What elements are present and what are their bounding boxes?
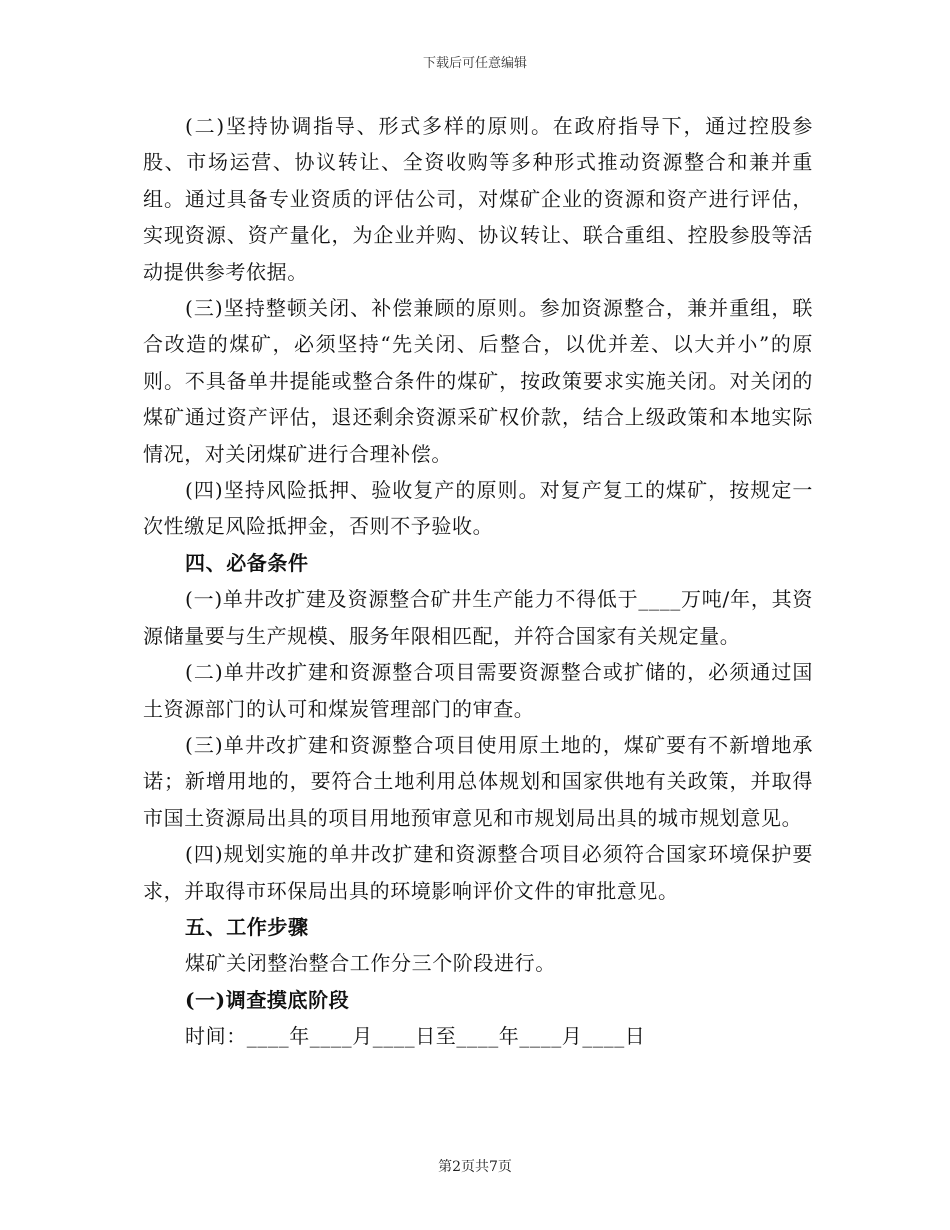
paragraph-steps-intro: 煤矿关闭整治整合工作分三个阶段进行。 (185, 951, 556, 976)
paragraph-principle-4: (四)坚持风险抵押、验收复产的原则。对复产复工的煤矿，按规定一次性缴足风险抵押金，否则不予验收。 (143, 478, 813, 539)
section-heading-steps: 五、工作步骤 (185, 914, 309, 939)
paragraph-principle-2: (二)坚持协调指导、形式多样的原则。在政府指导下，通过控股参股、市场运营、协议转让、全资收购等多种形式推动资源整合和兼并重组。通过具备专业资质的评估公司，对煤矿企业的资源和资产进行评估，实现资源、资产量化，为企业并购、协议转让、联合重组、控股参股等活动提供参考依据。 (143, 114, 813, 284)
section-heading-conditions: 四、必备条件 (185, 550, 309, 575)
paragraph-survey-time: 时间：____年____月____日至____年____月____日 (185, 1024, 646, 1049)
page-footer: 第2页共7页 (438, 1159, 512, 1175)
page-header: 下载后可任意编辑 (422, 56, 527, 71)
paragraph-condition-3: (三)单井改扩建和资源整合项目使用原土地的，煤矿要有不新增地承诺；新增用地的，要符合土地利用总体规划和国家供地有关政策，并取得市国土资源局出具的项目用地预审意见和市规划局出具的城市规划意见。 (143, 732, 813, 830)
document-body (143, 108, 813, 1055)
paragraph-condition-1: (一)单井改扩建及资源整合矿井生产能力不得低于____万吨/年，其资源储量要与生产规模、服务年限相匹配，并符合国家有关规定量。 (143, 587, 813, 648)
paragraph-condition-2: (二)单井改扩建和资源整合项目需要资源整合或扩储的，必须通过国土资源部门的认可和煤炭管理部门的审查。 (143, 660, 813, 721)
paragraph-condition-4: (四)规划实施的单井改扩建和资源整合项目必须符合国家环境保护要求，并取得市环保局出具的环境影响评价文件的审批意见。 (143, 842, 813, 903)
paragraph-principle-3: (三)坚持整顿关闭、补偿兼顾的原则。参加资源整合，兼并重组，联合改造的煤矿，必须坚持“先关闭、后整合，以优并差、以大并小”的原则。不具备单井提能或整合条件的煤矿，按政策要求实施关闭。对关闭的煤矿通过资产评估，退还剩余资源采矿权价款，结合上级政策和本地实际情况，对关闭煤矿进行合理补偿。 (143, 296, 813, 466)
subheading-survey-stage: (一)调查摸底阶段 (185, 987, 350, 1012)
